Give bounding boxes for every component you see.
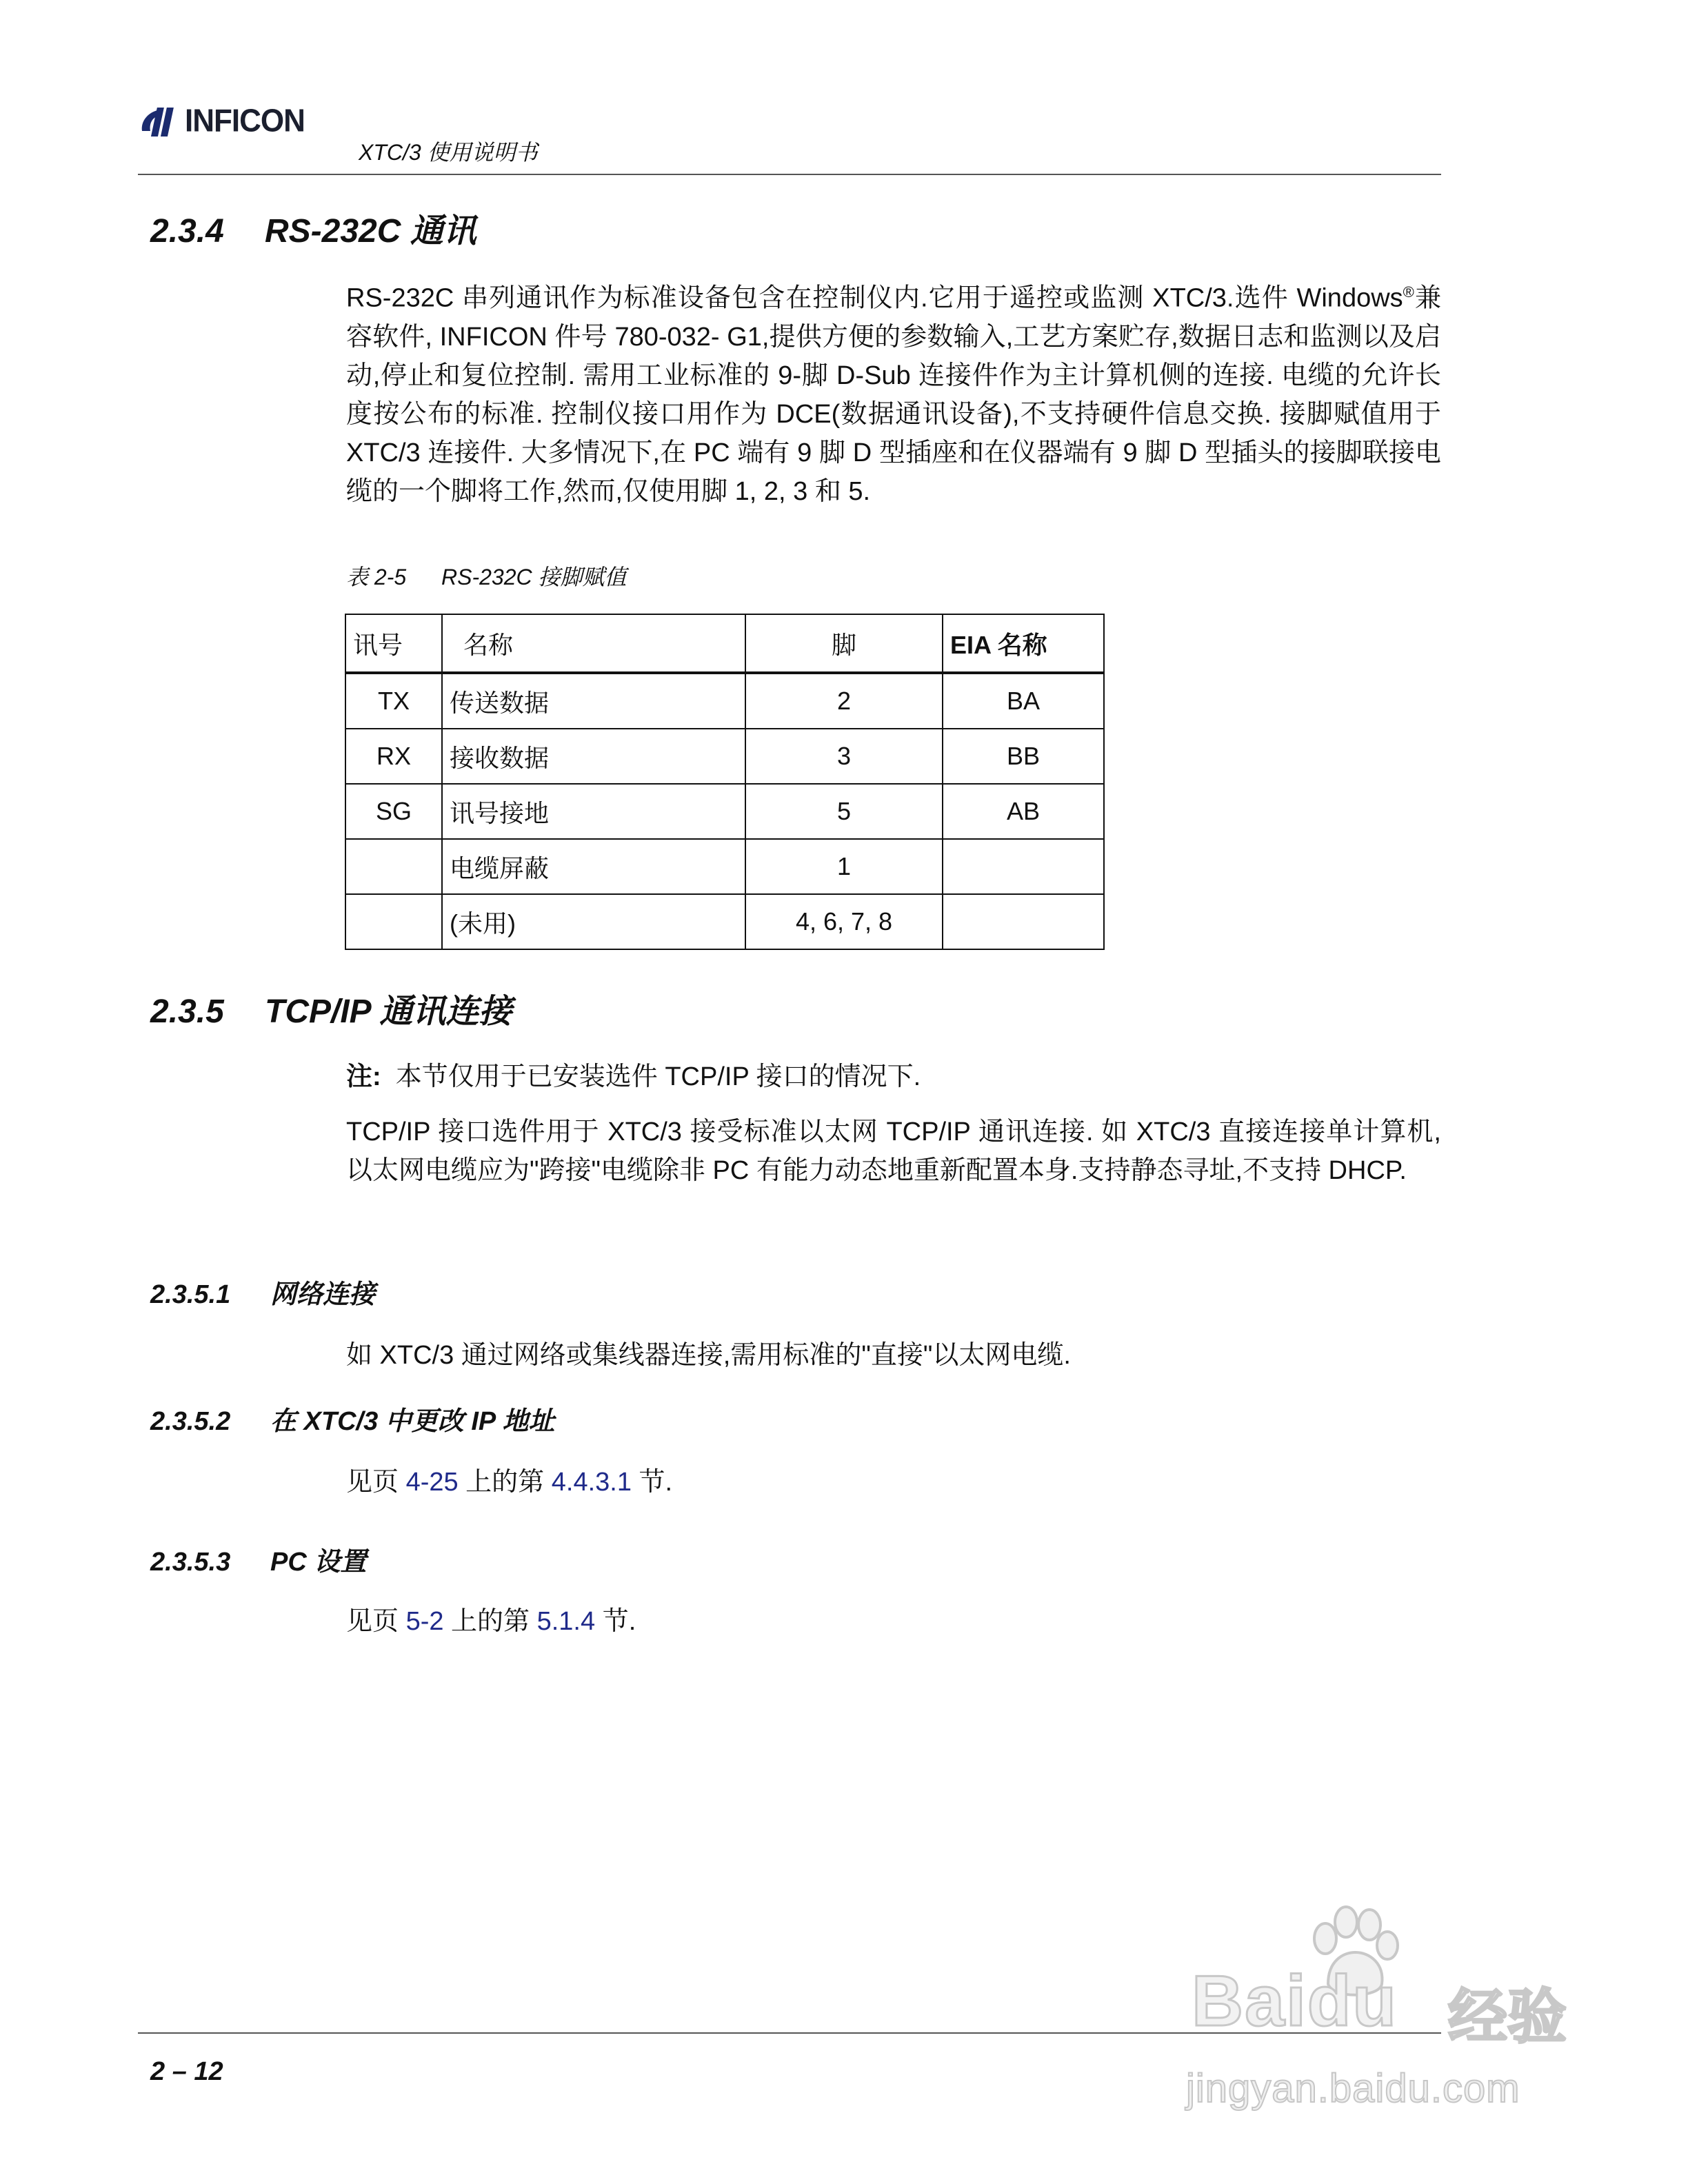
cell-eia: BB <box>943 729 1104 784</box>
inficon-logo-icon <box>138 101 182 142</box>
cell-eia: BA <box>943 673 1104 729</box>
watermark-url: jingyan.baidu.com <box>1186 2066 1520 2111</box>
ref-text: 见页 <box>346 1468 406 1497</box>
table-row <box>345 839 1104 894</box>
section-title: RS-232C 通讯 <box>265 213 476 250</box>
pc-setup-reference <box>346 1599 636 1637</box>
section-title: 网络连接 <box>270 1280 376 1309</box>
ref-text: 上的第 <box>443 1607 537 1636</box>
section-number: 2.3.5 <box>150 993 224 1030</box>
section-heading-2-3-5 <box>150 984 512 1032</box>
table-caption-number: 表 2-5 <box>346 565 407 589</box>
ref-text: 上的第 <box>458 1468 552 1497</box>
header-signal: 讯号 <box>345 614 442 673</box>
table-row <box>345 729 1104 784</box>
section-title: 在 XTC/3 中更改 IP 地址 <box>270 1407 555 1436</box>
cell-name: 接收数据 <box>442 729 745 784</box>
section-link[interactable]: 5.1.4 <box>536 1607 596 1636</box>
cell-name: 讯号接地 <box>442 784 745 839</box>
baidu-watermark <box>1172 1903 1627 2137</box>
tcpip-note <box>346 1055 921 1093</box>
page-header <box>138 97 1448 179</box>
document-title: XTC/3 使用说明书 <box>359 140 538 165</box>
watermark-cn: 经验 <box>1448 1984 1567 2050</box>
table-row <box>345 673 1104 729</box>
cell-pin: 2 <box>745 673 943 729</box>
network-paragraph: 如 XTC/3 通过网络或集线器连接,需用标准的"直接"以太网电缆. <box>346 1341 1071 1370</box>
cell-pin: 1 <box>745 839 943 894</box>
cell-eia <box>943 894 1104 949</box>
header-name: 名称 <box>442 614 745 673</box>
section-number: 2.3.4 <box>150 213 224 250</box>
table-row <box>345 784 1104 839</box>
rs232-text-b: 兼容软件, INFICON 件号 780-032- G1,提供方便的参数输入,工艺方案贮存,数据日志和监测以及启动,停止和复位控制. 需用工业标准的 9-脚 D-Sub 连接件作为主计算机侧的连接. 电缆的允许长度按公布的标准. 控制仪接口用作为 DCE(数据通讯设备),不支持硬件信息交换. 接脚赋值用于 XTC/3 连接件. 大多情况下,在 PC 端有 9 脚 D 型插座和在仪器端有 9 脚 D 型插头的接脚联接电缆的一个脚将工作,然而,仅使用脚 1, 2, 3 和 5. <box>346 283 1441 506</box>
tcpip-paragraph: TCP/IP 接口选件用于 XTC/3 接受标准以太网 TCP/IP 通讯连接. 如 XTC/3 直接连接单计算机, 以太网电缆应为"跨接"电缆除非 PC 有能力动态地重新配置本身.支持静态寻址,不支持 DHCP. <box>346 1118 1441 1185</box>
header-divider <box>138 174 1441 175</box>
cell-signal <box>345 894 442 949</box>
table-row <box>345 894 1104 949</box>
cell-eia: AB <box>943 784 1104 839</box>
header-pin: 脚 <box>745 614 943 673</box>
cell-signal: SG <box>345 784 442 839</box>
cell-name: (未用) <box>442 894 745 949</box>
inficon-logo <box>138 101 305 142</box>
section-heading-2-3-5-1 <box>150 1273 375 1311</box>
table-header-row <box>345 614 1104 673</box>
section-heading-2-3-5-3 <box>150 1540 366 1578</box>
ref-text: 节. <box>595 1607 636 1636</box>
section-number: 2.3.5.3 <box>150 1548 231 1577</box>
section-heading-2-3-4 <box>150 204 476 252</box>
table-caption-title: RS-232C 接脚赋值 <box>441 565 627 589</box>
cell-name: 传送数据 <box>442 673 745 729</box>
registered-mark: ® <box>1403 283 1414 301</box>
cell-pin: 4, 6, 7, 8 <box>745 894 943 949</box>
note-label: 注: <box>346 1062 381 1091</box>
page-number: 2 – 12 <box>150 2057 223 2086</box>
cell-name: 电缆屏蔽 <box>442 839 745 894</box>
cell-pin: 3 <box>745 729 943 784</box>
logo-text: INFICON <box>185 103 305 139</box>
rs232-text-a: RS-232C 串列通讯作为标准设备包含在控制仪内.它用于遥控或监测 XTC/3.选件 Windows <box>346 283 1403 313</box>
ip-change-reference <box>346 1460 672 1498</box>
watermark-brand: Baidu <box>1192 1961 1398 2041</box>
rs232-pin-table <box>345 614 1105 950</box>
page-link[interactable]: 5-2 <box>405 1607 444 1636</box>
section-number: 2.3.5.1 <box>150 1280 231 1309</box>
section-number: 2.3.5.2 <box>150 1407 231 1436</box>
page-link[interactable]: 4-25 <box>405 1468 459 1497</box>
section-title: TCP/IP 通讯连接 <box>265 993 512 1030</box>
section-heading-2-3-5-2 <box>150 1399 554 1437</box>
note-text: 本节仅用于已安装选件 TCP/IP 接口的情况下. <box>395 1062 921 1091</box>
cell-pin: 5 <box>745 784 943 839</box>
ref-text: 节. <box>631 1468 673 1497</box>
cell-signal: RX <box>345 729 442 784</box>
section-link[interactable]: 4.4.3.1 <box>551 1468 632 1497</box>
section-title: PC 设置 <box>270 1548 367 1577</box>
ref-text: 见页 <box>346 1607 406 1636</box>
header-eia: EIA 名称 <box>943 614 1104 673</box>
table-caption <box>346 560 627 592</box>
rs232-paragraph <box>346 273 1441 511</box>
cell-signal <box>345 839 442 894</box>
cell-eia <box>943 839 1104 894</box>
cell-signal: TX <box>345 673 442 729</box>
